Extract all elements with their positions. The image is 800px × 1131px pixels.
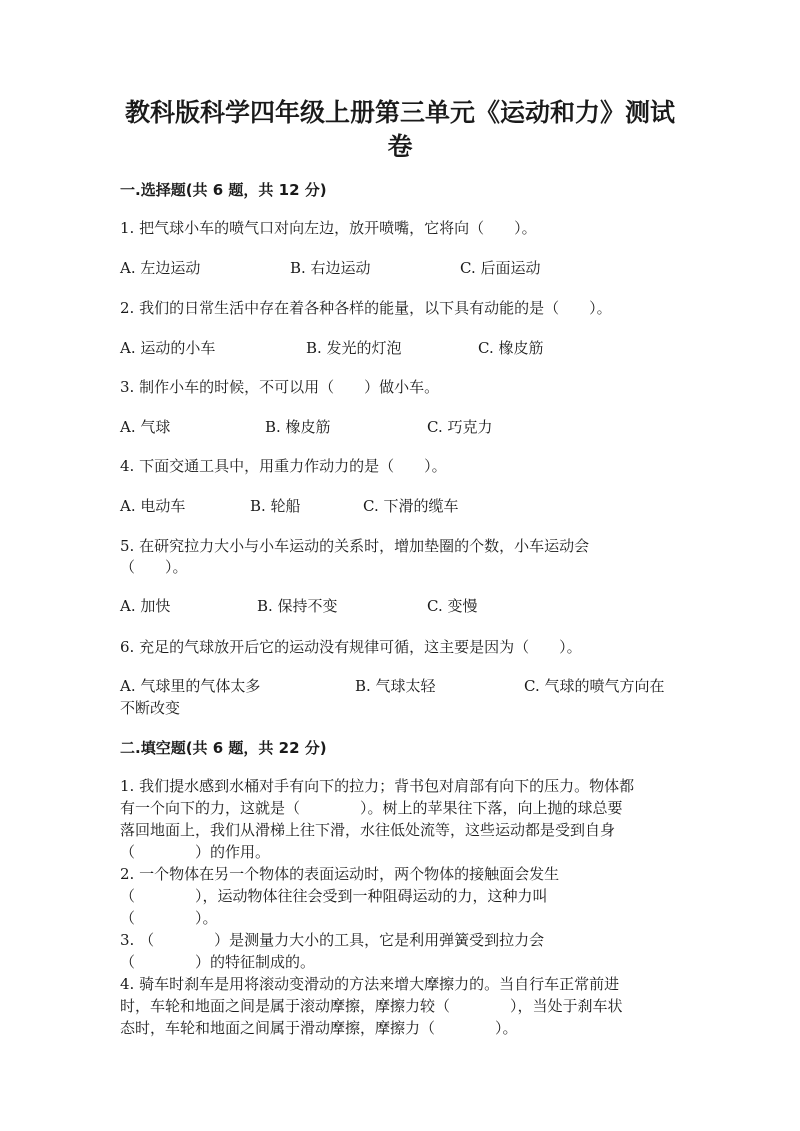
question-4-option-a[interactable]: A. 电动车 [120, 497, 186, 515]
question-6-option-a[interactable]: A. 气球里的气体太多 [120, 677, 261, 695]
question-5: 5. 在研究拉力大小与小车运动的关系时，增加垫圈的个数，小车运动会 [120, 537, 590, 555]
fill-line: 1. 我们提水感到水桶对手有向下的拉力；背书包对肩部有向下的压力。物体都 [120, 777, 635, 795]
question-1-option-c[interactable]: C. 后面运动 [460, 259, 541, 277]
fill-line: 4. 骑车时刹车是用将滚动变滑动的方法来增大摩擦力的。当自行车正常前进 [120, 975, 620, 993]
question-1-option-b[interactable]: B. 右边运动 [290, 259, 371, 277]
question-2-option-a[interactable]: A. 运动的小车 [120, 339, 216, 357]
fill-line: （ ）。 [120, 909, 218, 927]
question-1: 1. 把气球小车的喷气口对向左边，放开喷嘴，它将向（ ）。 [120, 219, 537, 237]
question-6-option-b[interactable]: B. 气球太轻 [355, 677, 436, 695]
question-1-option-a[interactable]: A. 左边运动 [120, 259, 201, 277]
fill-line: 有一个向下的力，这就是（ ）。树上的苹果往下落，向上抛的球总要 [120, 799, 623, 817]
fill-line: 3. （ ）是测量力大小的工具，它是利用弹簧受到拉力会 [120, 931, 545, 949]
section-heading-fill-blank: 二.填空题(共 6 题，共 22 分) [120, 739, 327, 757]
question-3-option-a[interactable]: A. 气球 [120, 418, 171, 436]
question-3-option-b[interactable]: B. 橡皮筋 [265, 418, 331, 436]
question-5-option-a[interactable]: A. 加快 [120, 597, 171, 615]
question-3: 3. 制作小车的时候，不可以用（ ）做小车。 [120, 378, 440, 396]
question-2-option-c[interactable]: C. 橡皮筋 [478, 339, 544, 357]
question-4: 4. 下面交通工具中，用重力作动力的是（ ）。 [120, 457, 447, 475]
exam-title: 教科版科学四年级上册第三单元《运动和力》测试 [124, 98, 675, 127]
question-4-option-b[interactable]: B. 轮船 [250, 497, 301, 515]
question-3-option-c[interactable]: C. 巧克力 [427, 418, 493, 436]
fill-line: （ ）的特征制成的。 [120, 953, 316, 971]
fill-line: 落回地面上，我们从滑梯上往下滑，水往低处流等，这些运动都是受到自身 [120, 821, 616, 839]
section-heading-choice: 一.选择题(共 6 题，共 12 分) [120, 181, 327, 199]
fill-line: （ ）的作用。 [120, 843, 271, 861]
fill-line: 时，车轮和地面之间是属于滚动摩擦，摩擦力较（ ），当处于刹车状 [120, 997, 623, 1015]
question-5-option-b[interactable]: B. 保持不变 [257, 597, 338, 615]
fill-line: 态时，车轮和地面之间属于滑动摩擦，摩擦力（ ）。 [120, 1019, 518, 1037]
question-6: 6. 充足的气球放开后它的运动没有规律可循，这主要是因为（ ）。 [120, 638, 582, 656]
question-6-option-c-continuation: 不断改变 [120, 699, 181, 717]
question-2-option-b[interactable]: B. 发光的灯泡 [306, 339, 402, 357]
question-2: 2. 我们的日常生活中存在着各种各样的能量，以下具有动能的是（ ）。 [120, 299, 612, 317]
question-4-option-c[interactable]: C. 下滑的缆车 [363, 497, 459, 515]
question-6-option-c[interactable]: C. 气球的喷气方向在 [524, 677, 665, 695]
question-5-option-c[interactable]: C. 变慢 [427, 597, 478, 615]
fill-line: （ ），运动物体往往会受到一种阻碍运动的力，这种力叫 [120, 887, 548, 905]
exam-title-continuation: 卷 [387, 132, 413, 161]
question-5-continuation: （ ）。 [120, 558, 188, 576]
fill-line: 2. 一个物体在另一个物体的表面运动时，两个物体的接触面会发生 [120, 865, 560, 883]
